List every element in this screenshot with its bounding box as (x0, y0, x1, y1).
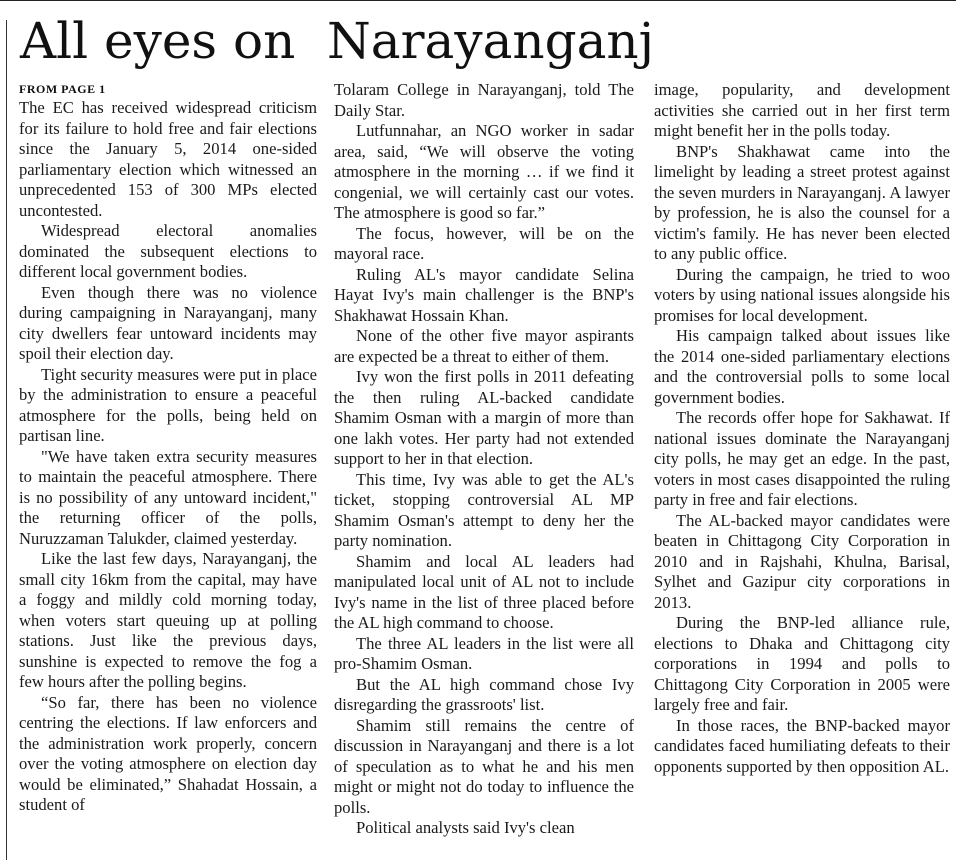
paragraph: Shamim and local AL leaders had manipulated local unit of AL not to include Ivy's name in the list of three placed before the AL high command to choose. (334, 551, 634, 632)
article-column-2 (334, 80, 634, 839)
paragraph: Ivy won the first polls in 2011 defeating the then ruling AL-backed candidate Shamim Osman with a margin of more than one lakh votes. Her party had not extended support to her in that election. (334, 367, 634, 468)
paragraph: Lutfunnahar, an NGO worker in sadar area, said, “We will observe the voting atmosphere in the morning … if we find it congenial, we will certainly cast our votes. The atmosphere is good so far.” (334, 121, 634, 222)
paragraph: Tolaram College in Narayanganj, told The Daily Star. (334, 80, 634, 120)
paragraph: None of the other five mayor aspirants are expected be a threat to either of them. (334, 326, 634, 366)
paragraph: Widespread electoral anomalies dominated the subsequent elections to different local government bodies. (19, 221, 317, 281)
paragraph: The EC has received widespread criticism for its failure to hold free and fair elections since the January 5, 2014 one-sided parliamentary election which witnessed an unprecedented 153 of 300 MPs elected uncontested. (19, 98, 317, 220)
paragraph: Shamim still remains the centre of discussion in Narayanganj and there is a lot of speculation as to what he and his men might or might not do today to influence the polls. (334, 715, 634, 817)
paragraph: Even though there was no violence during campaigning in Narayanganj, many city dwellers fear untoward incidents may spoil their election day. (19, 282, 317, 363)
paragraph: In those races, the BNP-backed mayor candidates faced humiliating defeats to their opponents supported by then opposition AL. (654, 715, 950, 776)
paragraph: Tight security measures were put in place by the administration to ensure a peaceful atmosphere for the polls, being held on partisan line. (19, 364, 317, 445)
paragraph: This time, Ivy was able to get the AL's ticket, stopping controversial AL MP Shamim Osman's attempt to deny her the party nomination. (334, 469, 634, 550)
paragraph: image, popularity, and development activities she carried out in her first term might benefit her in the polls today. (654, 80, 950, 140)
paragraph: BNP's Shakhawat came into the limelight by leading a street protest against the seven murders in Narayanganj. A lawyer by profession, he is also the counsel for a victim's family. He has never been elected to any public office. (654, 141, 950, 263)
paragraph: But the AL high command chose Ivy disregarding the grassroots' list. (334, 674, 634, 714)
paragraph: His campaign talked about issues like the 2014 one-sided parliamentary elections and the controversial polls to some local government bodies. (654, 326, 950, 407)
paragraph: The focus, however, will be on the mayoral race. (334, 223, 634, 263)
paragraph: "We have taken extra security measures to maintain the peaceful atmosphere. There is no possibility of any untoward incident," the returning officer of the polls, Nuruzzaman Talukder, claimed yesterday. (19, 446, 317, 548)
left-column-rule (6, 20, 7, 860)
from-page-kicker: FROM PAGE 1 (19, 82, 106, 96)
paragraph: Ruling AL's mayor candidate Selina Hayat Ivy's main challenger is the BNP's Shakhawat Hossain Khan. (334, 264, 634, 325)
paragraph: The AL-backed mayor candidates were beaten in Chittagong City Corporation in 2010 and in Rajshahi, Khulna, Barisal, Sylhet and Gazipur city corporations in 2013. (654, 510, 950, 612)
paragraph: The three AL leaders in the list were all pro-Shamim Osman. (334, 633, 634, 673)
paragraph: During the campaign, he tried to woo voters by using national issues alongside his promises for local development. (654, 264, 950, 325)
article-column-3 (654, 80, 950, 777)
paragraph: Political analysts said Ivy's clean (356, 818, 575, 837)
article-headline: All eyes on Narayanganj (20, 12, 655, 70)
top-rule (0, 0, 956, 1)
article-column-1 (19, 80, 317, 816)
paragraph: During the BNP-led alliance rule, elections to Dhaka and Chittagong city corporations in 1994 and polls to Chittagong City Corporation in 2005 were largely free and fair. (654, 613, 950, 714)
paragraph: “So far, there has been no violence centring the elections. If law enforcers and the administration work properly, concern over the voting atmosphere on election day would be eliminated,” Shahadat Hossain, a student of (19, 692, 317, 814)
paragraph: Like the last few days, Narayanganj, the small city 16km from the capital, may have a foggy and mildly cold morning today, when voters start queuing up at polling stations. Just like the previous days, sunshine is expected to remove the fog a few hours after the polling begins. (19, 549, 317, 691)
paragraph: The records offer hope for Sakhawat. If national issues dominate the Narayanganj city polls, he may get an edge. In the past, voters in most cases disappointed the ruling party in free and fair elections. (654, 408, 950, 509)
